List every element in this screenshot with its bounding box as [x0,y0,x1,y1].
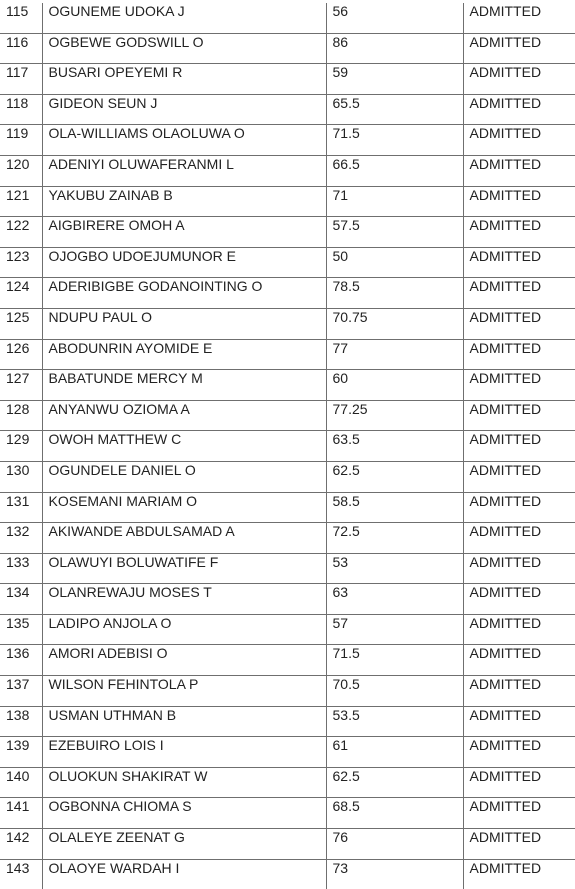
serial-number-cell: 123 [0,247,42,278]
serial-number-cell: 121 [0,186,42,217]
candidate-name-cell: OGBONNA CHIOMA S [42,798,326,829]
status-cell: ADMITTED [463,217,575,248]
table-row [0,33,575,64]
candidate-name-cell: BABATUNDE MERCY M [42,370,326,401]
table-row [0,155,575,186]
status-cell: ADMITTED [463,125,575,156]
status-cell: ADMITTED [463,859,575,889]
status-cell: ADMITTED [463,278,575,309]
serial-number-cell: 141 [0,798,42,829]
status-cell: ADMITTED [463,370,575,401]
score-cell: 58.5 [326,492,463,523]
table-row [0,308,575,339]
table-row [0,767,575,798]
serial-number-cell: 116 [0,33,42,64]
status-cell: ADMITTED [463,523,575,554]
status-cell: ADMITTED [463,553,575,584]
score-cell: 62.5 [326,461,463,492]
candidate-name-cell: GIDEON SEUN J [42,94,326,125]
candidate-name-cell: LADIPO ANJOLA O [42,614,326,645]
candidate-name-cell: AMORI ADEBISI O [42,645,326,676]
status-cell: ADMITTED [463,400,575,431]
serial-number-cell: 120 [0,155,42,186]
status-cell: ADMITTED [463,737,575,768]
serial-number-cell: 124 [0,278,42,309]
candidate-name-cell: ANYANWU OZIOMA A [42,400,326,431]
score-cell: 57.5 [326,217,463,248]
serial-number-cell: 131 [0,492,42,523]
score-cell: 77 [326,339,463,370]
score-cell: 70.75 [326,308,463,339]
status-cell: ADMITTED [463,798,575,829]
score-cell: 60 [326,370,463,401]
candidate-name-cell: EZEBUIRO LOIS I [42,737,326,768]
candidate-name-cell: AKIWANDE ABDULSAMAD A [42,523,326,554]
table-row [0,523,575,554]
candidate-name-cell: OLANREWAJU MOSES T [42,584,326,615]
table-row [0,645,575,676]
score-cell: 50 [326,247,463,278]
serial-number-cell: 127 [0,370,42,401]
table-row [0,829,575,860]
score-cell: 72.5 [326,523,463,554]
table-row [0,614,575,645]
serial-number-cell: 134 [0,584,42,615]
candidate-name-cell: AIGBIRERE OMOH A [42,217,326,248]
score-cell: 57 [326,614,463,645]
score-cell: 53 [326,553,463,584]
score-cell: 63 [326,584,463,615]
table-row [0,553,575,584]
candidate-name-cell: OLALEYE ZEENAT G [42,829,326,860]
candidate-name-cell: OGUNEME UDOKA J [42,3,326,33]
score-cell: 56 [326,3,463,33]
serial-number-cell: 128 [0,400,42,431]
candidate-name-cell: USMAN UTHMAN B [42,706,326,737]
serial-number-cell: 118 [0,94,42,125]
status-cell: ADMITTED [463,186,575,217]
serial-number-cell: 117 [0,64,42,95]
admission-results-table [0,3,575,889]
serial-number-cell: 132 [0,523,42,554]
table-row [0,125,575,156]
table-body [0,3,575,889]
score-cell: 62.5 [326,767,463,798]
candidate-name-cell: YAKUBU ZAINAB B [42,186,326,217]
candidate-name-cell: ADERIBIGBE GODANOINTING O [42,278,326,309]
table-row [0,400,575,431]
score-cell: 71.5 [326,125,463,156]
serial-number-cell: 135 [0,614,42,645]
score-cell: 65.5 [326,94,463,125]
score-cell: 78.5 [326,278,463,309]
table-row [0,798,575,829]
score-cell: 71.5 [326,645,463,676]
score-cell: 68.5 [326,798,463,829]
serial-number-cell: 115 [6,3,29,19]
candidate-name-cell: WILSON FEHINTOLA P [42,676,326,707]
table-row [0,461,575,492]
score-cell: 53.5 [326,706,463,737]
status-cell: ADMITTED [463,767,575,798]
status-cell: ADMITTED [463,706,575,737]
candidate-name-cell: OLAWUYI BOLUWATIFE F [42,553,326,584]
serial-number-cell: 125 [0,308,42,339]
status-cell: ADMITTED [463,492,575,523]
table-row [0,247,575,278]
status-cell: ADMITTED [463,308,575,339]
status-cell: ADMITTED [463,33,575,64]
serial-number-cell: 130 [0,461,42,492]
status-cell: ADMITTED [463,339,575,370]
serial-number-cell: 142 [0,829,42,860]
status-cell: ADMITTED [463,584,575,615]
score-cell: 73 [326,859,463,889]
table-row [0,492,575,523]
candidate-name-cell: ADENIYI OLUWAFERANMI L [42,155,326,186]
score-cell: 66.5 [326,155,463,186]
serial-number-cell: 143 [0,859,42,889]
table-row [0,64,575,95]
table-row [0,186,575,217]
table-row [0,676,575,707]
serial-number-cell: 133 [0,553,42,584]
score-cell: 77.25 [326,400,463,431]
status-cell: ADMITTED [463,431,575,462]
candidate-name-cell: OLA-WILLIAMS OLAOLUWA O [42,125,326,156]
candidate-name-cell: OGUNDELE DANIEL O [42,461,326,492]
serial-number-cell: 137 [0,676,42,707]
score-cell: 86 [326,33,463,64]
table-row [0,370,575,401]
score-cell: 71 [326,186,463,217]
table-row [0,584,575,615]
status-cell: ADMITTED [463,829,575,860]
table-row [0,737,575,768]
table-row [0,339,575,370]
table-row [0,3,575,33]
candidate-name-cell: OJOGBO UDOEJUMUNOR E [42,247,326,278]
candidate-name-cell: ABODUNRIN AYOMIDE E [42,339,326,370]
status-cell: ADMITTED [463,614,575,645]
candidate-name-cell: OLUOKUN SHAKIRAT W [42,767,326,798]
serial-number-cell: 139 [0,737,42,768]
serial-number-cell: 129 [0,431,42,462]
table-row [0,217,575,248]
score-cell: 63.5 [326,431,463,462]
score-cell: 61 [326,737,463,768]
serial-number-cell: 140 [0,767,42,798]
candidate-name-cell: OLAOYE WARDAH I [42,859,326,889]
status-cell: ADMITTED [463,247,575,278]
serial-number-cell: 138 [0,706,42,737]
candidate-name-cell: OGBEWE GODSWILL O [42,33,326,64]
candidate-name-cell: BUSARI OPEYEMI R [42,64,326,95]
serial-number-cell: 126 [0,339,42,370]
candidate-name-cell: NDUPU PAUL O [42,308,326,339]
candidate-name-cell: OWOH MATTHEW C [42,431,326,462]
status-cell: ADMITTED [463,645,575,676]
status-cell: ADMITTED [463,94,575,125]
table-row [0,859,575,889]
serial-number-cell: 122 [0,217,42,248]
table-row [0,706,575,737]
status-cell: ADMITTED [463,3,575,33]
status-cell: ADMITTED [463,461,575,492]
status-cell: ADMITTED [463,676,575,707]
serial-number-cell: 119 [0,125,42,156]
table-row [0,431,575,462]
score-cell: 59 [326,64,463,95]
table-row [0,94,575,125]
candidate-name-cell: KOSEMANI MARIAM O [42,492,326,523]
score-cell: 76 [326,829,463,860]
status-cell: ADMITTED [463,64,575,95]
serial-number-cell: 136 [0,645,42,676]
table-row [0,278,575,309]
score-cell: 70.5 [326,676,463,707]
status-cell: ADMITTED [463,155,575,186]
